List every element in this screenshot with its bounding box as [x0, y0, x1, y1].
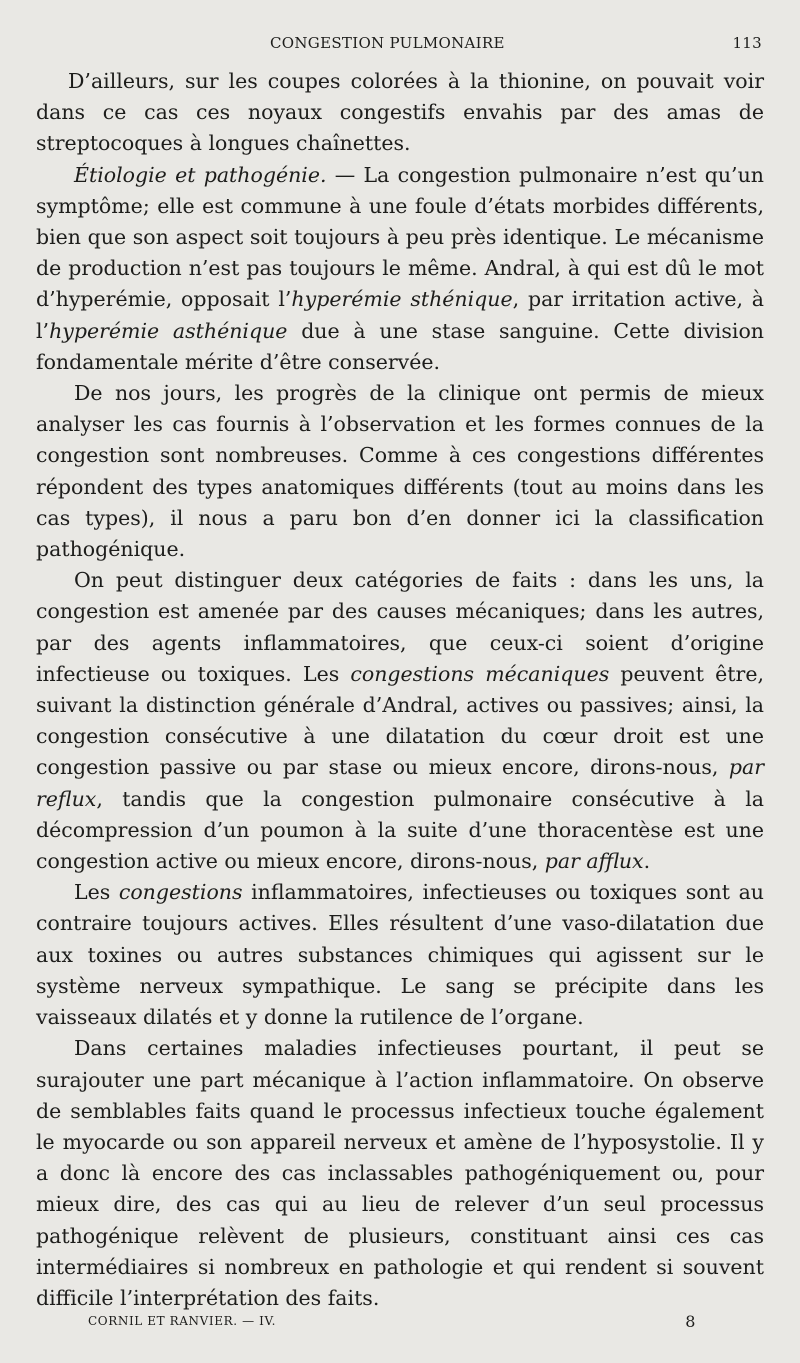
running-header [270, 34, 762, 56]
running-title: CONGESTION PULMONAIRE [270, 34, 505, 52]
term-congestions-mecaniques: congestions mécaniques [350, 661, 610, 686]
printer-signature: CORNIL ET RANVIER. — IV. [88, 1314, 277, 1328]
paragraph-2-text-c: due à une stase sanguine. Cette division fondamentale mérite d’être conservée. [36, 318, 764, 374]
term-par-reflux: par reflux [36, 755, 764, 811]
paragraph-4 [36, 565, 764, 877]
paragraph-3: De nos jours, les progrès de la clinique ont permis de mieux analyser les cas fournis à l’observation et les formes connues de la congestion sont nombreuses. Comme à ces congestions différentes répondent des types anatomiques différents (tout au moins dans les cas types), il nous a paru bon d’en donner ici la classification pathogénique. [36, 381, 764, 562]
term-congestions: congestions [118, 880, 243, 905]
sheet-number: 8 [685, 1312, 696, 1331]
paragraph-1: D’ailleurs, sur les coupes colorées à la thionine, on pouvait voir dans ce cas ces noyaux congestifs envahis par des amas de streptocoques à longues chaînettes. [36, 69, 764, 156]
page-number: 113 [732, 34, 762, 52]
paragraph-5 [36, 877, 764, 1033]
paragraph-2-text-a: — La congestion pulmonaire n’est qu’un symptôme; elle est commune à une foule d’états morbides différents, bien que son aspect soit toujours à peu près identique. Le mécanisme de production n’est pas toujours le même. Andral, à qui est dû le mot d’hyperémie, opposait l’ [36, 162, 764, 312]
paragraph-4-text-a: On peut distinguer deux catégories de faits : dans les uns, la congestion est amenée par des causes mécaniques; dans les autres, par des agents inflammatoires, que ceux-ci soient d’origine infectieuse ou toxiques. Les [36, 568, 764, 686]
term-par-afflux: par afflux [544, 849, 644, 874]
section-heading: Étiologie et pathogénie. [74, 162, 327, 187]
paragraph-4-text-b: peuvent être, suivant la distinction générale d’Andral, actives ou passives; ainsi, la congestion consécutive à une dilatation du cœur droit est une congestion passive ou par stase ou mieux encore, dirons-nous, [36, 661, 764, 780]
term-hyperemie-sthenique: hyperémie sthénique [291, 287, 513, 312]
paragraph-6: Dans certaines maladies infectieuses pourtant, il peut se surajouter une part mécanique à l’action inflammatoire. On observe de semblables faits quand le processus infectieux touche également le myocarde ou son appareil nerveux et amène de l’hyposystolie. Il y a donc là encore des cas inclassables pathogéniquement ou, pour mieux dire, des cas qui au lieu de relever d’un seul processus pathogénique relèvent de plusieurs, constituant ainsi ces cas intermédiaires si nombreux en pathologie et qui rendent si souvent difficile l’interprétation des faits. [36, 1036, 764, 1310]
paragraph-2 [36, 160, 764, 378]
page-body [36, 66, 764, 1314]
paragraph-4-text-c: , tandis que la congestion pulmonaire consécutive à la décompression d’un poumon à la suite d’une thoracentèse est une congestion active ou mieux encore, dirons-nous, [36, 786, 764, 874]
paragraph-4-text-d: . [643, 849, 651, 874]
paragraph-5-text-b: inflammatoires, infectieuses ou toxiques sont au contraire toujours actives. Elles résultent d’une vaso-dilatation due aux toxines ou autres substances chimiques qui agissent sur le système nerveux sympathique. Le sang se précipite dans les vaisseaux dilatés et y donne la rutilence de l’organe. [36, 880, 764, 1030]
paragraph-2-text-b: , par irritation active, à l’ [36, 287, 764, 343]
paragraph-5-text-a: Les [74, 880, 119, 905]
term-hyperemie-asthenique: hyperémie asthénique [49, 318, 288, 343]
